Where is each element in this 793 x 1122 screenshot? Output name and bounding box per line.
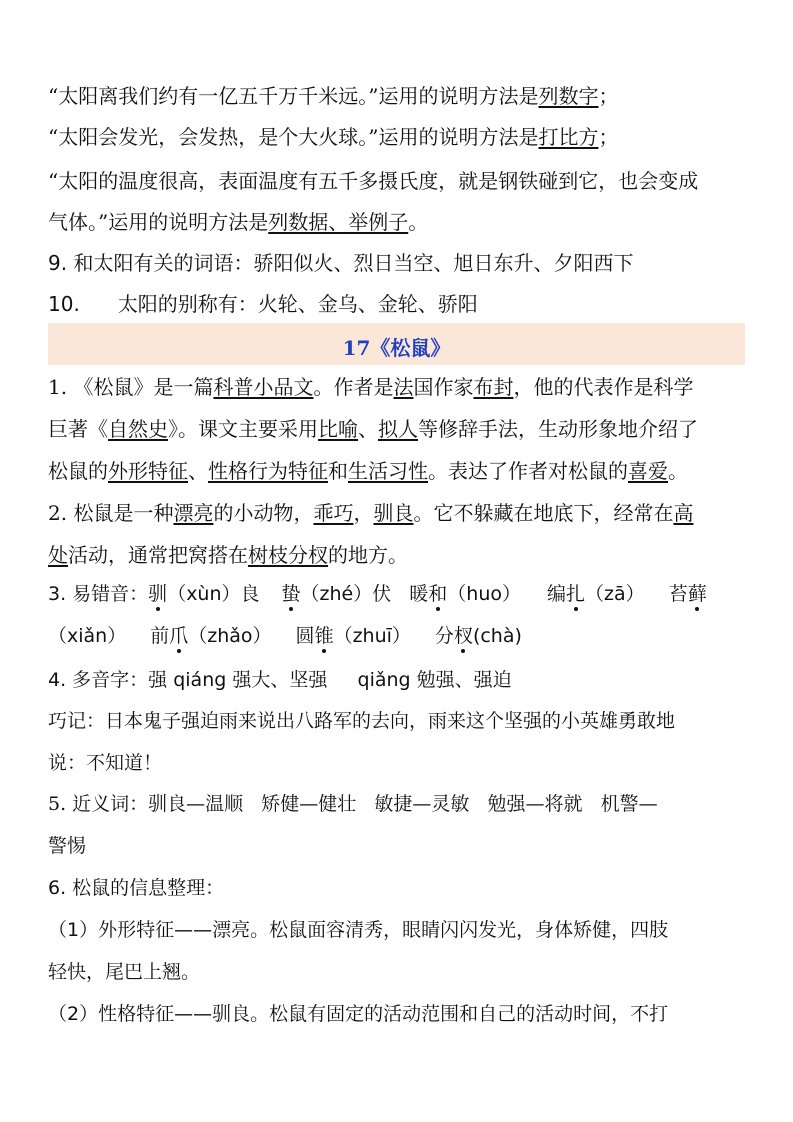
text: 、 (188, 459, 208, 483)
dotted-char: 藓 (687, 583, 707, 605)
text: 等修辞手法，生动形象地介绍了 (418, 417, 698, 441)
punct: 。 (408, 210, 429, 234)
answer-underlined: 树枝分杈 (248, 543, 328, 567)
item-number: 10. (48, 292, 80, 316)
s6-heading: 6. 松鼠的信息整理： (48, 877, 225, 899)
statement-text: “太阳离我们约有一亿五千万千米远。”运用的说明方法是 (48, 84, 539, 108)
pinyin: （xùn）良 (167, 583, 260, 605)
text: 活动，通常把窝搭在 (68, 543, 248, 567)
punct: ； (598, 125, 619, 149)
text: 的小动物， (213, 501, 314, 525)
section-title-bar (48, 323, 745, 365)
char: 圆 (295, 625, 315, 647)
s1-line-3 (48, 459, 748, 483)
s3-line-2 (48, 624, 748, 648)
text: 2. 松鼠是一种 (48, 501, 174, 525)
pinyin: （xiǎn） (48, 625, 127, 647)
char: 前 (150, 625, 170, 647)
pinyin: (chà) (472, 625, 522, 647)
answer-underlined: 高 (673, 501, 694, 525)
text: 松鼠的 (48, 459, 108, 483)
text: 和 (328, 459, 348, 483)
answer-underlined: 生活习性 (348, 459, 428, 483)
punct: ； (598, 84, 619, 108)
dotted-char: 爪 (169, 625, 189, 647)
s4-tip-2: 说：不知道！ (48, 752, 163, 774)
dotted-char: 和 (428, 583, 448, 605)
item-10 (48, 292, 748, 316)
s2-line-2 (48, 543, 748, 567)
pinyin: （zhé）伏 (300, 583, 392, 605)
method-line-2 (48, 125, 748, 149)
s5-synonyms-2: 警惕 (48, 835, 87, 857)
s2-line-1 (48, 501, 748, 525)
s4-tip-1: 巧记：日本鬼子强迫雨来说出八路军的去向，雨来这个坚强的小英雄勇敢地 (48, 710, 676, 732)
label: （2）性格特征——驯良。 (48, 1003, 270, 1025)
item-text: 太阳的别称有：火轮、金乌、金轮、骄阳 (117, 292, 478, 316)
method-line-1 (48, 84, 748, 108)
text: 。作者是 (313, 375, 394, 399)
char: 编 (547, 583, 567, 605)
answer-underlined: 驯良 (373, 501, 414, 525)
dotted-char: 蛰 (281, 583, 301, 605)
answer-underlined: 处 (48, 543, 68, 567)
dotted-char: 杈 (453, 625, 473, 647)
statement-text: “太阳会发光，会发热，是个大火球。”运用的说明方法是 (48, 125, 539, 149)
s4-polyphone: 4. 多音字：强 qiáng 强大、坚强 qiǎng 勉强、强迫 (48, 669, 512, 691)
answer-underlined: 乖巧 (313, 501, 354, 525)
dotted-char: 驯 (148, 583, 168, 605)
text: 松鼠面容清秀，眼睛闪闪发光，身体矫健，四肢 (269, 919, 669, 941)
method-line-3a: “太阳的温度很高，表面温度有五千多摄氏度，就是钢铁碰到它，也会变成 (48, 169, 699, 193)
answer-underlined: 列数字 (538, 84, 599, 108)
text: 。它不躲藏在地底下，经常在 (413, 501, 674, 525)
statement-text: 气体。”运用的说明方法是 (48, 210, 269, 234)
text: 松鼠有固定的活动范围和自己的活动时间，不打 (269, 1003, 669, 1025)
text: 。表达了作者对松鼠的 (428, 459, 628, 483)
pinyin: （huo） (447, 583, 522, 605)
item-9: 9. 和太阳有关的词语：骄阳似火、烈日当空、旭日东升、夕阳西下 (48, 251, 634, 275)
answer-underlined: 比喻 (318, 417, 358, 441)
answer-underlined: 布封 (473, 375, 514, 399)
section-title: 17《松鼠》 (342, 336, 451, 360)
answer-underlined: 自然史 (108, 417, 168, 441)
label: 3. 易错音： (48, 583, 149, 605)
text: 巨著《 (48, 417, 108, 441)
s3-line-1 (48, 582, 748, 606)
text: ，他的代表作是科学 (513, 375, 694, 399)
answer-underlined: 法 (393, 375, 414, 399)
dotted-char: 扎 (566, 583, 586, 605)
answer-underlined: 列数据、举例子 (268, 210, 409, 234)
s1-line-1 (48, 375, 748, 399)
pinyin: （zā） (585, 583, 645, 605)
dotted-char: 锥 (314, 625, 334, 647)
char: 苔 (668, 583, 688, 605)
s6-p2-line-1 (48, 1002, 748, 1026)
method-line-3b (48, 210, 748, 234)
answer-underlined: 外形特征 (108, 459, 188, 483)
answer-underlined: 科普小品文 (213, 375, 314, 399)
s6-p1-line-2: 轻快，尾巴上翘。 (48, 961, 201, 983)
text: 1. 《松鼠》是一篇 (48, 375, 214, 399)
answer-underlined: 打比方 (538, 125, 599, 149)
pinyin: （zhuī） (333, 625, 411, 647)
char: 分 (434, 625, 454, 647)
pinyin: （zhǎo） (188, 625, 272, 647)
text: 。 (668, 459, 688, 483)
answer-underlined: 拟人 (378, 417, 418, 441)
label: （1）外形特征——漂亮。 (48, 919, 270, 941)
text: 》。课文主要采用 (168, 417, 318, 441)
s5-synonyms-1: 5. 近义词：驯良—温顺 矫健—健壮 敏捷—灵敏 勉强—将就 机警— (48, 793, 658, 815)
text: 的地方。 (328, 543, 408, 567)
s1-line-2 (48, 417, 748, 441)
char: 暖 (409, 583, 429, 605)
text: 、 (358, 417, 378, 441)
s6-p1-line-1 (48, 918, 748, 942)
answer-underlined: 漂亮 (173, 501, 214, 525)
text: ， (353, 501, 374, 525)
text: 国作家 (413, 375, 474, 399)
answer-underlined: 性格行为特征 (208, 459, 328, 483)
answer-underlined: 喜爱 (628, 459, 668, 483)
